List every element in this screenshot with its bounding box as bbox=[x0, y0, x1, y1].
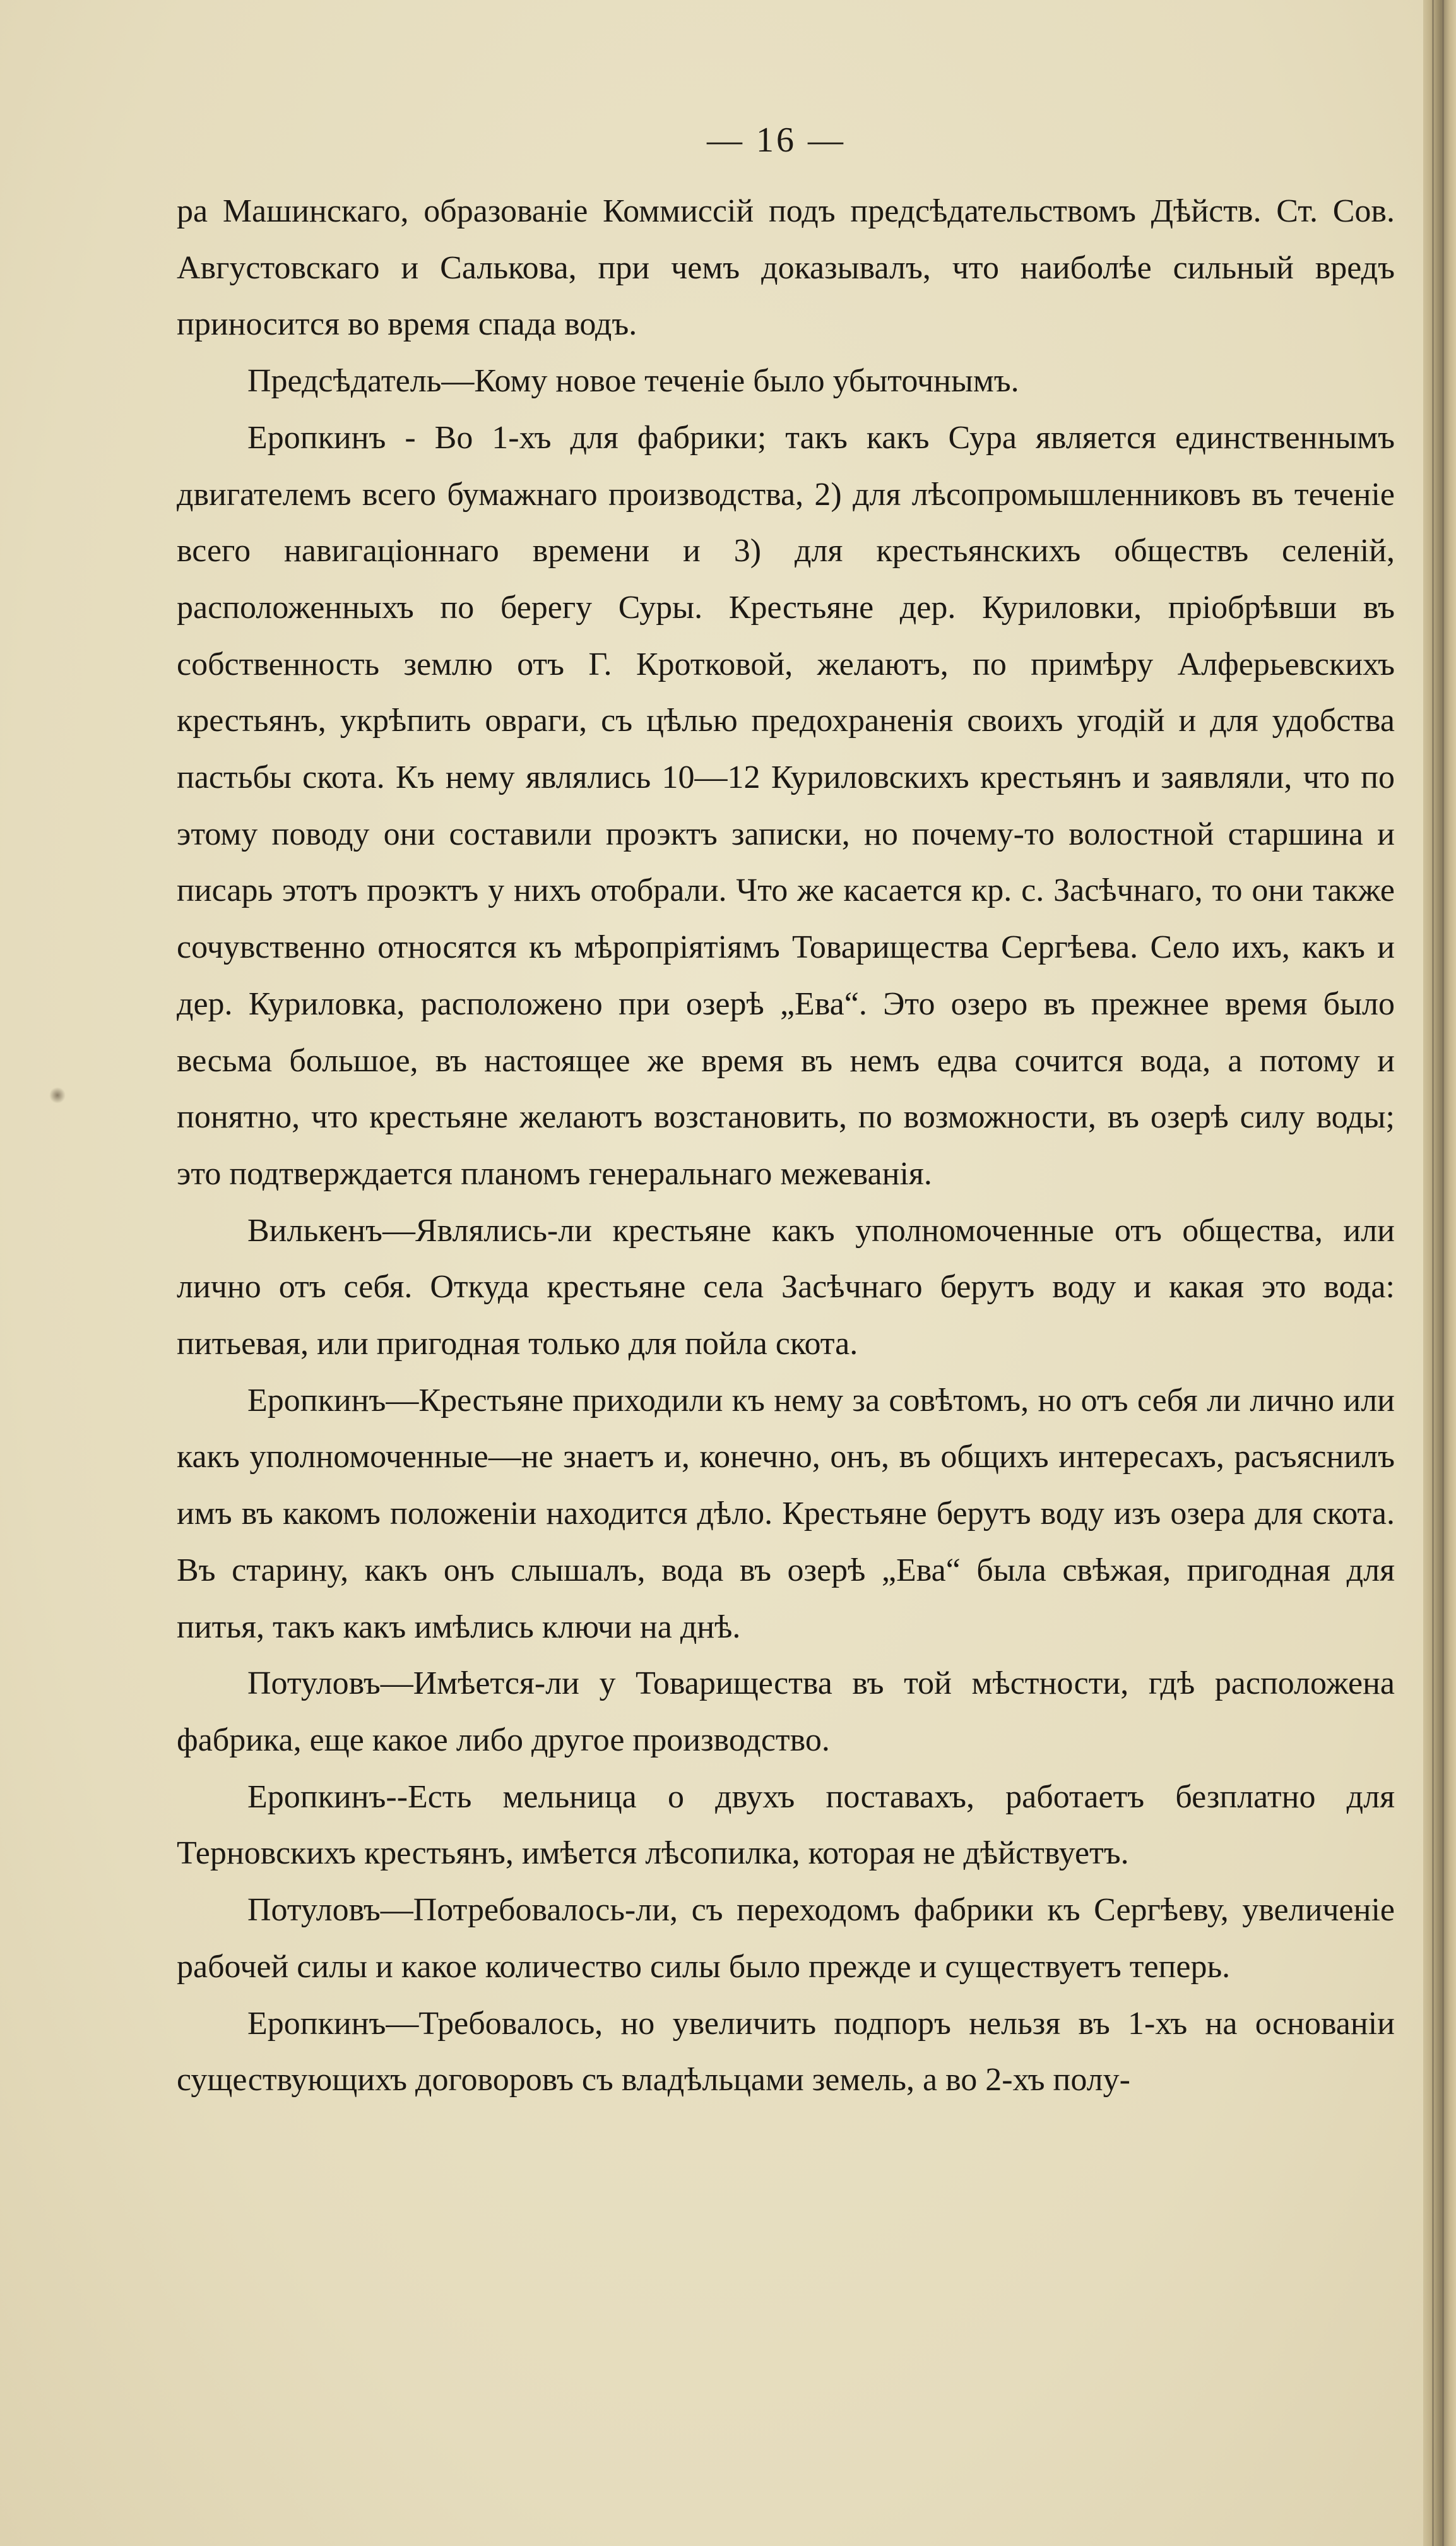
spine-fold-line bbox=[1442, 0, 1444, 2546]
paragraph-eropkin-3: Еропкинъ--Есть мельница о двухъ поставахъ, работаетъ безплатно для Терновскихъ крестьянъ, имѣется лѣсопилка, которая не дѣйствуетъ. bbox=[177, 1778, 1395, 1872]
paragraph-continuation: ра Машинскаго, образованіе Коммиссій подъ предсѣдательствомъ Дѣйств. Ст. Сов. Августовскаго и Салькова, при чемъ доказывалъ, что наиболѣе сильный вредъ приносится во время спада водъ. bbox=[177, 193, 1395, 343]
paragraph-eropkin-4: Еропкинъ—Требовалось, но увеличить подпоръ нельзя въ 1-хъ на основаніи существующихъ договоровъ съ владѣльцами земель, а во 2-хъ полу- bbox=[177, 2005, 1395, 2098]
page-number: — 16 — bbox=[707, 121, 846, 160]
body-text bbox=[177, 183, 1395, 2109]
paragraph-predsedatel: Предсѣдатель—Кому новое теченіе было убыточнымъ. bbox=[247, 363, 1019, 400]
ink-smudge bbox=[49, 1087, 66, 1103]
spine-fold-line bbox=[1432, 0, 1434, 2546]
paragraph-eropkin-1: Еропкинъ - Во 1-хъ для фабрики; такъ какъ Сура является единственнымъ двигателемъ всего бумажнаго производства, 2) для лѣсопромышленниковъ въ теченіе всего навигаціоннаго времени и 3) для крестьянскихъ обществъ селеній, расположенныхъ по берегу Суры. Крестьяне дер. Куриловки, пріобрѣвши въ собственность землю отъ Г. Кротковой, желаютъ, по примѣру Алферьевскихъ крестьянъ, укрѣпить овраги, съ цѣлью предохраненія своихъ угодій и для удобства пастьбы скота. Къ нему являлись 10—12 Куриловскихъ крестьянъ и заявляли, что по этому поводу они составили проэктъ записки, но почему-то волостной старшина и писарь этотъ проэктъ у нихъ отобрали. Что же касается кр. с. Засѣчнаго, то они также сочувственно относятся къ мѣропріятіямъ Товарищества Сергѣева. Село ихъ, какъ и дер. Куриловка, расположено при озерѣ „Ева“. Это озеро въ прежнее время было весьма большое, въ настоящее же время въ немъ едва сочится вода, а потому и понятно, что крестьяне желаютъ возстановить, по возможности, въ озерѣ силу воды; это подтверждается планомъ генеральнаго межеванія. bbox=[177, 419, 1395, 1192]
book-spine bbox=[1423, 0, 1456, 2546]
paragraph-potulov-2: Потуловъ—Потребовалось-ли, съ переходомъ фабрики къ Сергѣеву, увеличеніе рабочей силы и какое количество силы было прежде и существуетъ теперь. bbox=[177, 1892, 1395, 1985]
paragraph-eropkin-2: Еропкинъ—Крестьяне приходили къ нему за совѣтомъ, но отъ себя ли лично или какъ уполномоченные—не знаетъ и, конечно, онъ, въ общихъ интересахъ, расъяснилъ имъ въ какомъ положеніи находится дѣло. Крестьяне берутъ воду изъ озера для скота. Въ старину, какъ онъ слышалъ, вода въ озерѣ „Ева“ была свѣжая, пригодная для питья, такъ какъ имѣлись ключи на днѣ. bbox=[177, 1382, 1395, 1645]
paragraph-vilken: Вилькенъ—Являлись-ли крестьяне какъ уполномоченные отъ общества, или лично отъ себя. Откуда крестьяне села Засѣчнаго берутъ воду и какая это вода: питьевая, или пригодная только для пойла скота. bbox=[177, 1212, 1395, 1362]
paragraph-potulov-1: Потуловъ—Имѣется-ли у Товарищества въ той мѣстности, гдѣ расположена фабрика, еще какое либо другое производство. bbox=[177, 1665, 1395, 1758]
